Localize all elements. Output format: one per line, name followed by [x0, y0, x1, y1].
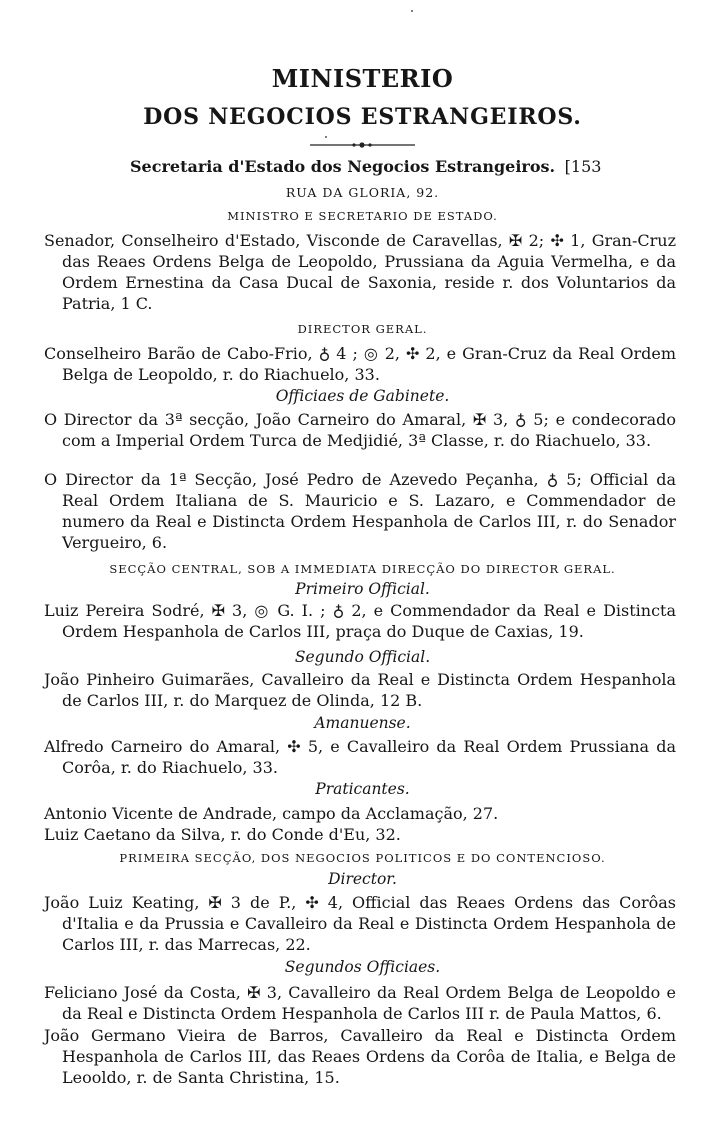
gabinete-entry: O Director da 1ª Secção, José Pedro de Azevedo Peçanha, ♁ 5; Official da Real Ordem Italiana de S. Mauricio e S. Lazaro, e Commendador de numero da Real e Distincta Ordem Hespanhola de Carlos III, r. do Senador Vergueiro, 6. [44, 470, 676, 552]
primeiro-heading: Primeiro Official. [295, 580, 430, 598]
ministro-entry: Senador, Conselheiro d'Estado, Visconde de Caravellas, ✠ 2; ✣ 1, Gran-Cruz das Reaes Ordens Belga de Leopoldo, Prussiana da Aguia Vermelha, e da Ordem Ernestina da Casa Ducal de Saxonia, reside r. dos Voluntarios da Patria, 1 C. [44, 231, 676, 313]
praticante-entry: Antonio Vicente de Andrade, campo da Acclamação, 27. [44, 804, 499, 823]
ink-speck [411, 10, 413, 12]
secretaria-line [130, 157, 630, 176]
ministro-heading: MINISTRO E SECRETARIO DE ESTADO. [227, 209, 498, 223]
praticantes-heading: Praticantes. [315, 780, 410, 798]
segundos-entry: Feliciano José da Costa, ✠ 3, Cavalleiro da Real Ordem Belga de Leopoldo e da Real e Distincta Ordem Hespanhola de Carlos III r. de Paula Mattos, 6. [44, 983, 676, 1023]
secretaria-title: Secretaria d'Estado dos Negocios Estrangeiros. [130, 157, 556, 176]
ministry-subtitle: DOS NEGOCIOS ESTRANGEIROS. [143, 104, 582, 130]
amanuense-entry: Alfredo Carneiro do Amaral, ✣ 5, e Cavalleiro da Real Ordem Prussiana da Corôa, r. do Riachuelo, 33. [44, 737, 676, 777]
page-number: [153 [564, 157, 602, 176]
director-sub-entry: João Luiz Keating, ✠ 3 de P., ✣ 4, Official das Reaes Ordens das Corôas d'Italia e da Prussia e Cavalleiro da Real e Distincta Ordem Hespanhola de Carlos III, r. das Marrecas, 22. [44, 893, 676, 954]
segundos-entry: João Germano Vieira de Barros, Cavalleiro da Real e Distincta Ordem Hespanhola de Carlos III, das Reaes Ordens da Corôa de Italia, e Belga de Leooldo, r. de Santa Christina, 15. [44, 1026, 676, 1087]
segundo-heading: Segundo Official. [294, 648, 431, 666]
gabinete-entry: O Director da 3ª secção, João Carneiro do Amaral, ✠ 3, ♁ 5; e condecorado com a Imperial Ordem Turca de Medjidié, 3ª Classe, r. do Riachuelo, 33. [44, 410, 676, 450]
segundos-heading: Segundos Officiaes. [284, 958, 441, 976]
gabinete-heading: Officiaes de Gabinete. [275, 387, 450, 405]
address: RUA DA GLORIA, 92. [285, 185, 440, 200]
praticante-entry: Luiz Caetano da Silva, r. do Conde d'Eu, 32. [44, 825, 401, 844]
segundo-entry: João Pinheiro Guimarães, Cavalleiro da Real e Distincta Ordem Hespanhola de Carlos III, r. do Marquez de Olinda, 12 B. [44, 670, 676, 710]
ornamental-rule [310, 142, 415, 148]
ministry-title: MINISTERIO [271, 64, 454, 93]
primeira-seccao-heading: PRIMEIRA SECÇÃO, DOS NEGOCIOS POLITICOS E DO CONTENCIOSO. [119, 851, 606, 865]
director-sub-heading: Director. [328, 870, 397, 888]
director-geral-heading: DIRECTOR GERAL. [297, 322, 428, 336]
central-heading: SECÇÃO CENTRAL, SOB A IMMEDIATA DIRECÇÃO DO DIRECTOR GERAL. [109, 562, 616, 576]
amanuense-heading: Amanuense. [314, 714, 411, 732]
primeiro-entry: Luiz Pereira Sodré, ✠ 3, ◎ G. I. ; ♁ 2, e Commendador da Real e Distincta Ordem Hespanhola de Carlos III, praça do Duque de Caxias, 19. [44, 601, 676, 641]
director-geral-entry: Conselheiro Barão de Cabo-Frio, ♁ 4 ; ◎ 2, ✣ 2, e Gran-Cruz da Real Ordem Belga de Leopoldo, r. do Riachuelo, 33. [44, 344, 676, 384]
ink-speck [325, 136, 327, 138]
